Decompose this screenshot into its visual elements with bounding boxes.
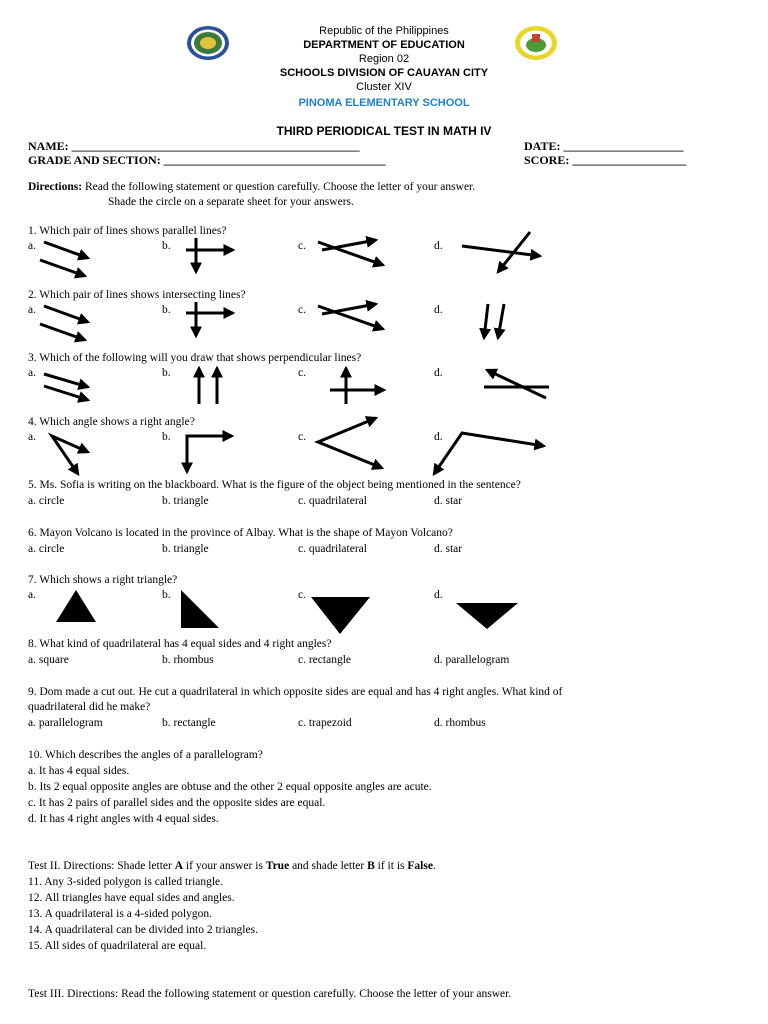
question-5: 5. Ms. Sofia is writing on the blackboard. What is the figure of the object being mentioned in the sentence? — [28, 479, 521, 491]
q10-option-c[interactable]: c. It has 2 pairs of parallel sides and the opposite sides are equal. — [28, 797, 326, 809]
q5-option-c[interactable]: c. quadrilateral — [298, 495, 367, 507]
question-8: 8. What kind of quadrilateral has 4 equal sides and 4 right angles? — [28, 638, 332, 650]
q2-option-d-label: d. — [434, 304, 443, 316]
test2-item-12: 12. All triangles have equal sides and angles. — [28, 892, 235, 904]
q10-option-b[interactable]: b. Its 2 equal opposite angles are obtuse and the other 2 equal opposite angles are acute. — [28, 781, 432, 793]
header-cluster: Cluster XIV — [356, 81, 412, 93]
test2-item-14: 14. A quadrilateral can be divided into 2 triangles. — [28, 924, 258, 936]
q6-option-d[interactable]: d. star — [434, 543, 463, 555]
score-field[interactable]: SCORE: ___________________ — [524, 153, 687, 167]
question-4: 4. Which angle shows a right angle? — [28, 416, 195, 428]
question-9-line2: quadrilateral did he make? — [28, 701, 151, 713]
question-3: 3. Which of the following will you draw that shows perpendicular lines? — [28, 352, 362, 364]
directions: Directions: Read the following statement or question carefully. Choose the letter of your answer. — [28, 181, 476, 193]
q2-option-c-label: c. — [298, 304, 306, 316]
q7-c-triangle — [311, 597, 370, 634]
question-7: 7. Which shows a right triangle? — [28, 574, 178, 586]
q4-option-c-label: c. — [298, 431, 306, 443]
question-1: 1. Which pair of lines shows parallel lines? — [28, 225, 227, 237]
test2-item-13: 13. A quadrilateral is a 4-sided polygon. — [28, 908, 212, 920]
q8-option-b[interactable]: b. rhombus — [162, 654, 214, 666]
grade-section-field[interactable]: GRADE AND SECTION: _____________________________________ — [28, 153, 386, 167]
name-field[interactable]: NAME: ________________________________________________ — [28, 139, 360, 153]
q3-option-a-label: a. — [28, 367, 36, 379]
header-division: SCHOOLS DIVISION OF CAUAYAN CITY — [279, 67, 489, 79]
q7-option-b-label: b. — [162, 589, 171, 601]
question-9: 9. Dom made a cut out. He cut a quadrilateral in which opposite sides are equal and has 4 right angles. What kind of — [28, 686, 563, 698]
test2-item-11: 11. Any 3-sided polygon is called triangle. — [28, 876, 224, 888]
q5-option-a[interactable]: a. circle — [28, 495, 65, 507]
q7-b-right-triangle — [181, 590, 219, 628]
header-region: Region 02 — [358, 53, 410, 65]
header-republic: Republic of the Philippines — [319, 25, 449, 37]
q6-option-b[interactable]: b. triangle — [162, 543, 209, 555]
directions-line2: Shade the circle on a separate sheet for your answers. — [108, 196, 354, 208]
q5-option-d[interactable]: d. star — [434, 495, 463, 507]
question-10: 10. Which describes the angles of a parallelogram? — [28, 749, 263, 761]
q8-option-a[interactable]: a. square — [28, 654, 69, 666]
question-2: 2. Which pair of lines shows intersecting lines? — [28, 289, 246, 301]
test3-directions: Test III. Directions: Read the following statement or question carefully. Choose the letter of your answer. — [28, 988, 512, 1000]
q5-option-b[interactable]: b. triangle — [162, 495, 209, 507]
q7-a-triangle — [56, 590, 96, 622]
q3-option-b-label: b. — [162, 367, 171, 379]
q3-option-c-label: c. — [298, 367, 306, 379]
q6-option-a[interactable]: a. circle — [28, 543, 65, 555]
q4-option-d-label: d. — [434, 431, 443, 443]
test-title: THIRD PERIODICAL TEST IN MATH IV — [276, 124, 492, 138]
q4-option-a-label: a. — [28, 431, 36, 443]
q9-option-a[interactable]: a. parallelogram — [28, 717, 103, 729]
q9-option-b[interactable]: b. rectangle — [162, 717, 216, 729]
q9-option-d[interactable]: d. rhombus — [434, 717, 486, 729]
q7-option-a-label: a. — [28, 589, 36, 601]
header-department: DEPARTMENT OF EDUCATION — [303, 39, 465, 51]
q7-d-triangle — [456, 603, 518, 629]
question-6: 6. Mayon Volcano is located in the province of Albay. What is the shape of Mayon Volcano? — [28, 527, 453, 539]
q9-option-c[interactable]: c. trapezoid — [298, 717, 352, 729]
q3-option-d-label: d. — [434, 367, 443, 379]
q8-option-c[interactable]: c. rectangle — [298, 654, 351, 666]
q6-option-c[interactable]: c. quadrilateral — [298, 543, 367, 555]
date-field[interactable]: DATE: ____________________ — [524, 139, 684, 153]
q7-option-c-label: c. — [298, 589, 306, 601]
q2-option-b-label: b. — [162, 304, 171, 316]
q7-option-d-label: d. — [434, 589, 443, 601]
q1-option-d-label: d. — [434, 240, 443, 252]
q10-option-a[interactable]: a. It has 4 equal sides. — [28, 765, 130, 777]
q1-option-b-label: b. — [162, 240, 171, 252]
q2-option-a-label: a. — [28, 304, 36, 316]
q10-option-d[interactable]: d. It has 4 right angles with 4 equal sides. — [28, 813, 219, 825]
q4-option-b-label: b. — [162, 431, 171, 443]
test2-item-15: 15. All sides of quadrilateral are equal. — [28, 940, 207, 952]
header-school: PINOMA ELEMENTARY SCHOOL — [298, 97, 470, 109]
q8-option-d[interactable]: d. parallelogram — [434, 654, 510, 666]
test2-directions: Test II. Directions: Shade letter A if your answer is True and shade letter B if it is False. — [28, 860, 436, 872]
q1-option-c-label: c. — [298, 240, 306, 252]
q1-option-a-label: a. — [28, 240, 36, 252]
